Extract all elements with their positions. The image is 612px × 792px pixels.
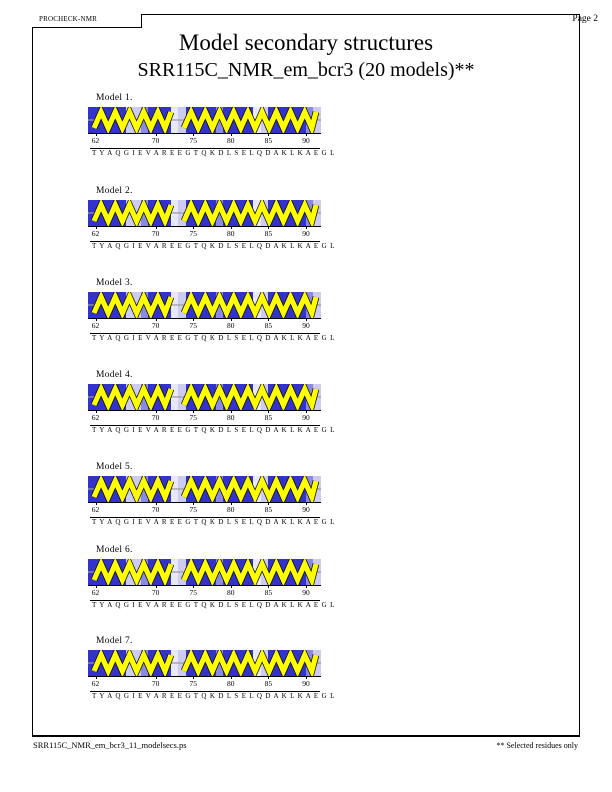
residue-sequence: T Y A Q G I E V A R E E G T Q K D L S E L Q D A K L K A E G L [92, 601, 336, 609]
axis-tick-label: 70 [151, 321, 160, 330]
model-label: Model 6. [96, 545, 133, 555]
axis-tick-label: 62 [91, 413, 100, 422]
model-label: Model 5. [96, 462, 133, 472]
residue-axis [88, 133, 321, 145]
page-subtitle: SRR115C_NMR_em_bcr3 (20 models)** [137, 59, 475, 81]
helix-icon [88, 476, 321, 502]
axis-tick-label: 75 [189, 136, 197, 145]
helix-icon [88, 384, 321, 410]
axis-line [88, 502, 321, 503]
residue-axis [88, 226, 321, 238]
axis-tick-label: 80 [227, 136, 235, 145]
axis-tick-label: 80 [227, 588, 235, 597]
residue-axis [88, 410, 321, 422]
axis-tick-label: 80 [227, 229, 235, 238]
residue-sequence: T Y A Q G I E V A R E E G T Q K D L S E L Q D A K L K A E G L [92, 518, 336, 526]
helix-icon [88, 559, 321, 585]
axis-tick-label: 75 [189, 229, 197, 238]
page-title: Model secondary structures [178, 30, 434, 55]
axis-tick-label: 70 [151, 413, 160, 422]
secondary-structure-band [88, 384, 321, 410]
axis-tick-label: 85 [264, 321, 273, 330]
axis-tick-label: 85 [264, 679, 273, 688]
residue-sequence: T Y A Q G I E V A R E E G T Q K D L S E L Q D A K L K A E G L [92, 692, 336, 700]
secondary-structure-band [88, 292, 321, 318]
secondary-structure-band [88, 650, 321, 676]
axis-tick-label: 62 [91, 679, 100, 688]
axis-tick-label: 75 [189, 588, 197, 597]
axis-tick-label: 90 [302, 413, 310, 422]
axis-tick-label: 90 [302, 321, 310, 330]
axis-tick-label: 90 [302, 136, 310, 145]
footer-note: ** Selected residues only [496, 741, 578, 750]
helix-icon [88, 200, 321, 226]
axis-tick-label: 85 [264, 588, 273, 597]
axis-line [88, 226, 321, 227]
header-tab-label: PROCHECK-NMR [39, 15, 98, 23]
axis-tick-label: 62 [91, 136, 100, 145]
page-number: Page 2 [572, 14, 598, 24]
residue-axis [88, 318, 321, 330]
axis-line [88, 676, 321, 677]
axis-tick-label: 90 [302, 229, 310, 238]
axis-tick-label: 70 [151, 229, 160, 238]
axis-tick-label: 90 [302, 505, 310, 514]
footer-divider [32, 736, 580, 737]
model-label: Model 1. [96, 93, 133, 103]
axis-tick-label: 85 [264, 413, 273, 422]
axis-tick-label: 62 [91, 588, 100, 597]
axis-tick-label: 70 [151, 136, 160, 145]
axis-tick-label: 70 [151, 679, 160, 688]
secondary-structure-band [88, 107, 321, 133]
axis-tick-label: 70 [151, 505, 160, 514]
axis-tick-label: 75 [189, 679, 197, 688]
model-label: Model 2. [96, 186, 133, 196]
axis-line [88, 133, 321, 134]
model-label: Model 4. [96, 370, 133, 380]
axis-tick-label: 75 [189, 413, 197, 422]
axis-tick-label: 75 [189, 321, 197, 330]
residue-sequence: T Y A Q G I E V A R E E G T Q K D L S E L Q D A K L K A E G L [92, 426, 336, 434]
residue-axis [88, 676, 321, 688]
axis-tick-label: 80 [227, 413, 235, 422]
model-label: Model 3. [96, 278, 133, 288]
residue-axis [88, 502, 321, 514]
secondary-structure-band [88, 476, 321, 502]
axis-tick-label: 85 [264, 505, 273, 514]
axis-tick-label: 80 [227, 679, 235, 688]
secondary-structure-band [88, 559, 321, 585]
helix-icon [88, 107, 321, 133]
axis-tick-label: 85 [264, 229, 273, 238]
header-tab [32, 14, 142, 28]
axis-tick-label: 85 [264, 136, 273, 145]
helix-icon [88, 292, 321, 318]
axis-tick-label: 80 [227, 505, 235, 514]
secondary-structure-band [88, 200, 321, 226]
helix-icon [88, 650, 321, 676]
axis-line [88, 410, 321, 411]
residue-sequence: T Y A Q G I E V A R E E G T Q K D L S E L Q D A K L K A E G L [92, 149, 336, 157]
axis-line [88, 585, 321, 586]
model-label: Model 7. [96, 636, 133, 646]
axis-tick-label: 70 [151, 588, 160, 597]
footer-file-name: SRR115C_NMR_em_bcr3_11_modelsecs.ps [33, 740, 187, 750]
residue-axis [88, 585, 321, 597]
axis-tick-label: 62 [91, 321, 100, 330]
axis-tick-label: 90 [302, 679, 310, 688]
axis-tick-label: 75 [189, 505, 197, 514]
residue-sequence: T Y A Q G I E V A R E E G T Q K D L S E L Q D A K L K A E G L [92, 242, 336, 250]
axis-tick-label: 80 [227, 321, 235, 330]
residue-sequence: T Y A Q G I E V A R E E G T Q K D L S E L Q D A K L K A E G L [92, 334, 336, 342]
axis-tick-label: 62 [91, 229, 100, 238]
axis-line [88, 318, 321, 319]
axis-tick-label: 90 [302, 588, 310, 597]
axis-tick-label: 62 [91, 505, 100, 514]
